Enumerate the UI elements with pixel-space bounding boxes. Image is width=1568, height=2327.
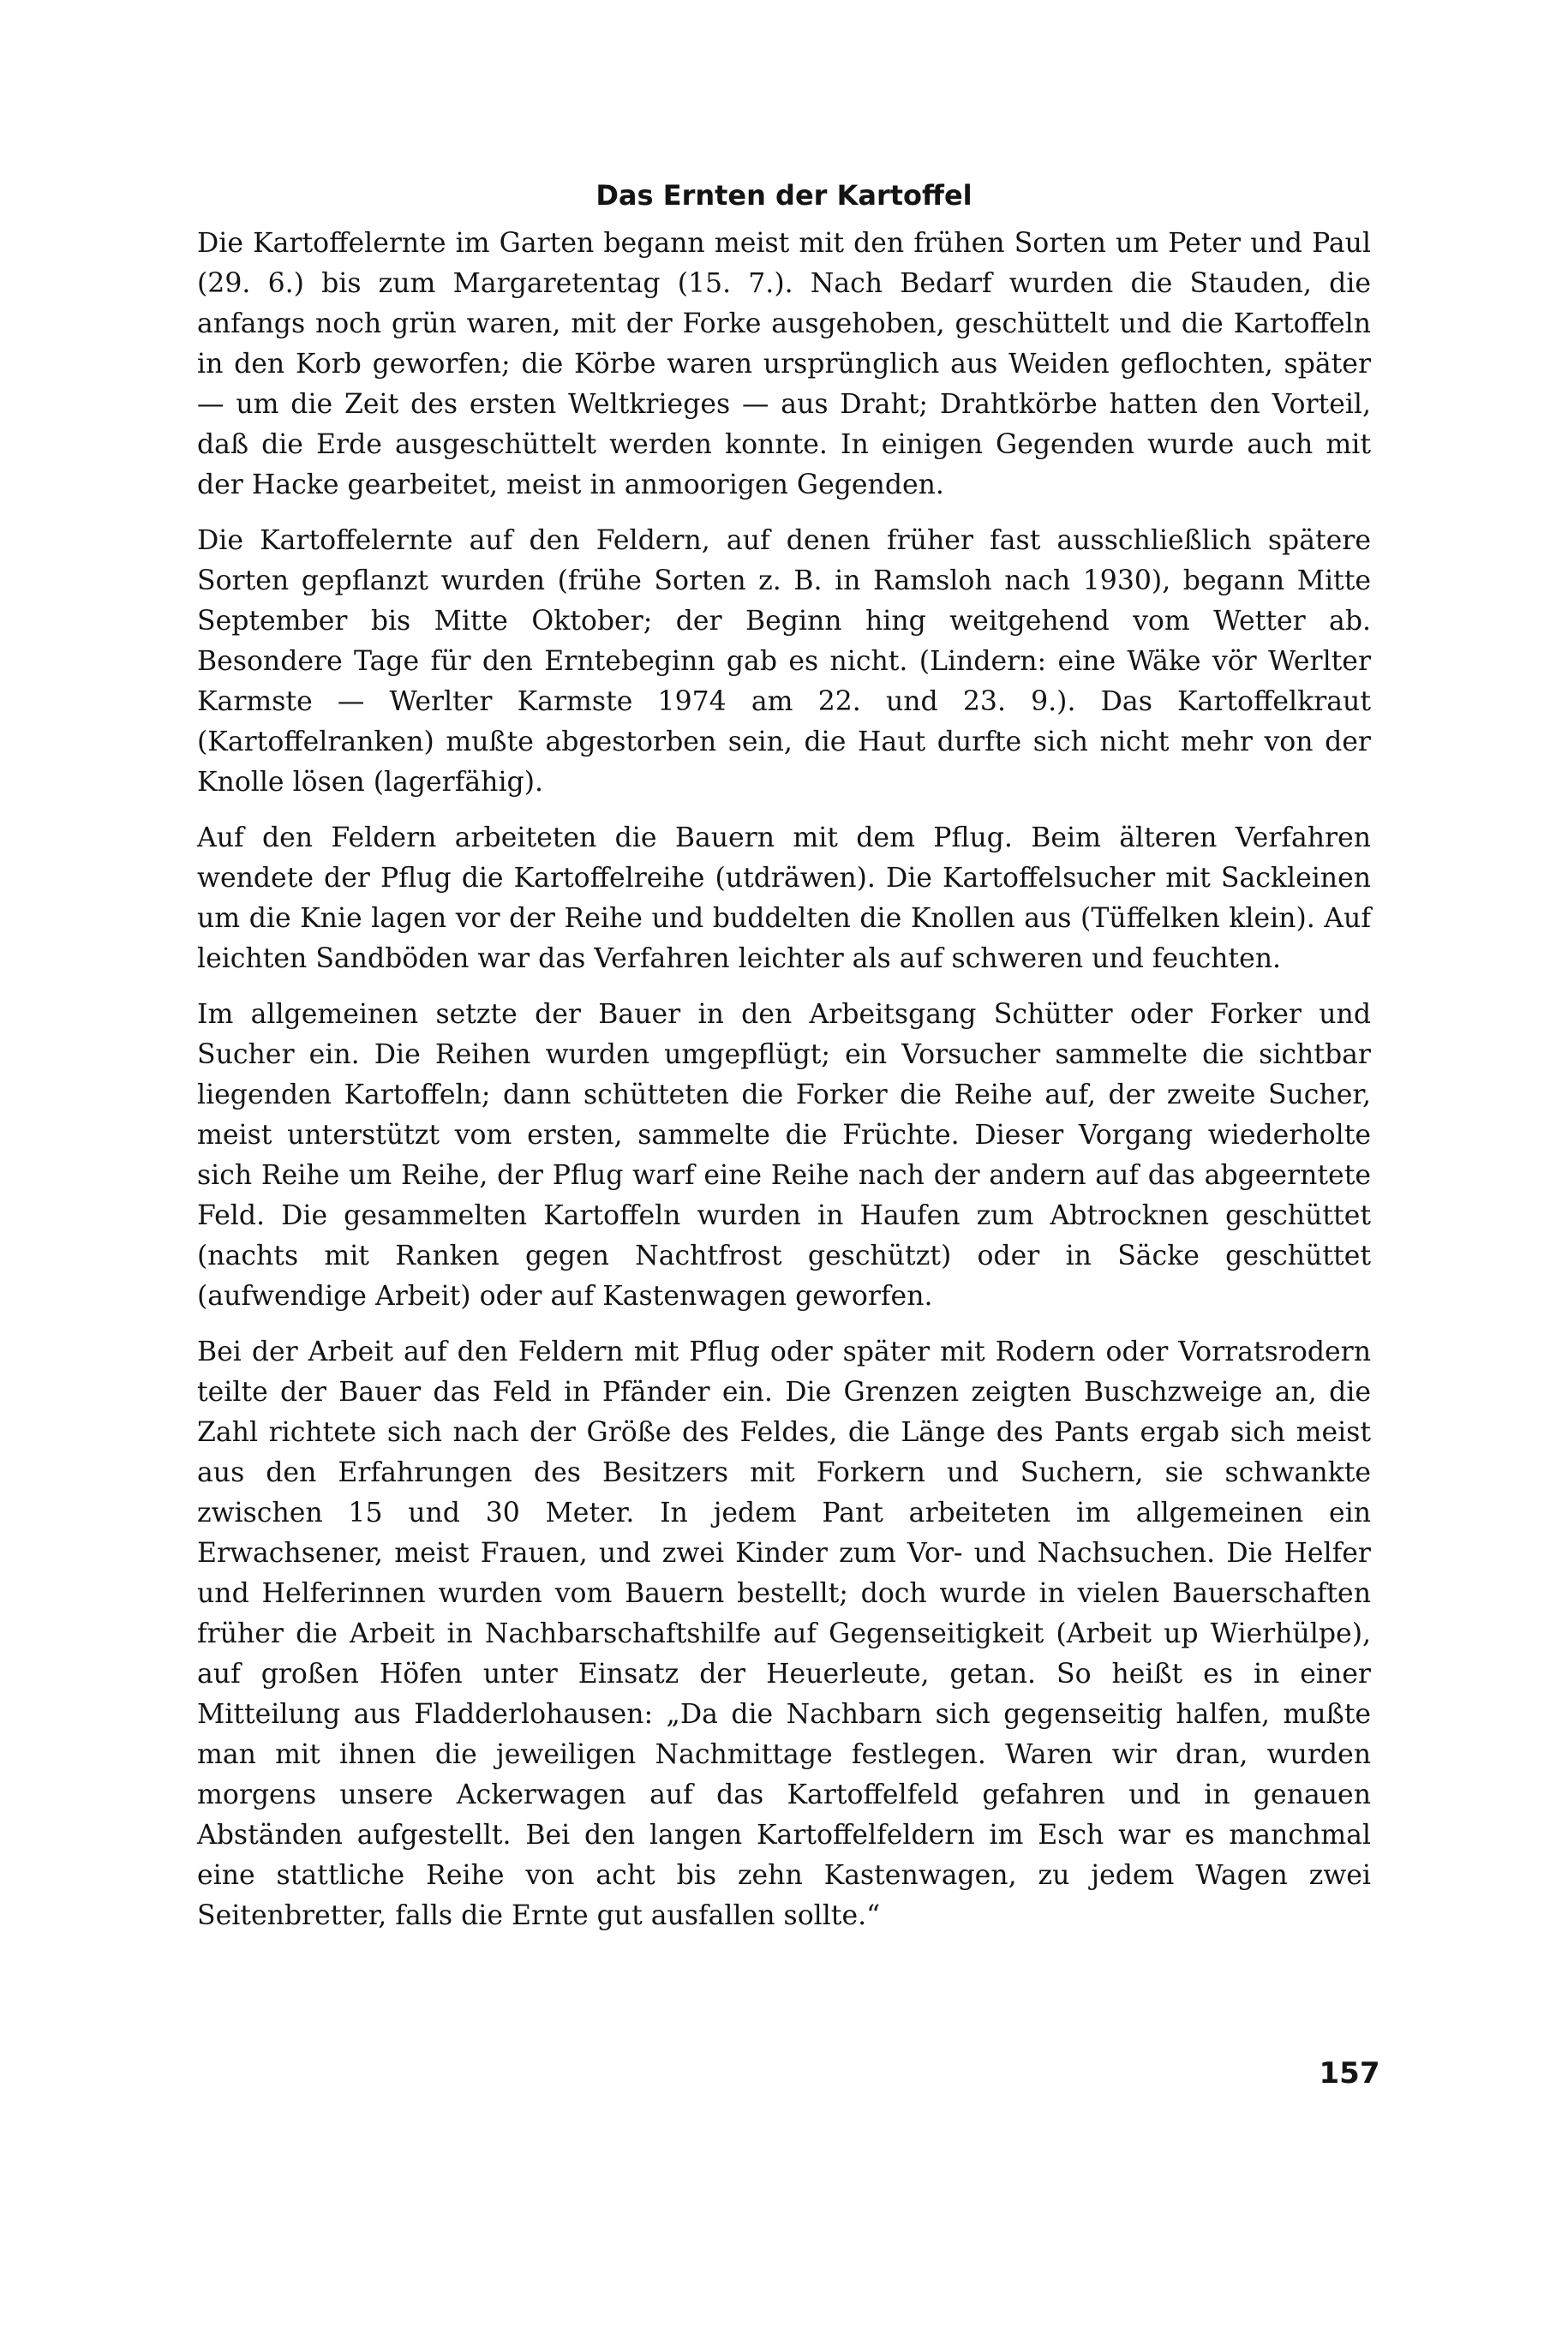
paragraph-field-harvest: Die Kartoffelernte auf den Feldern, auf denen früher fast ausschließlich spätere Sorten gepflanzt wurden (frühe Sorten z. B. in Ramsloh nach 1930), begann Mitte September bis Mitte Oktober; der Beginn hing weitgehend vom Wetter ab. Besondere Tage für den Erntebeginn gab es nicht. (Lindern: eine Wäke vör Werlter Karmste — Werlter Karmste 1974 am 22. und 23. 9.). Das Kartoffelkraut (Kartoffelranken) mußte abgestorben sein, die Haut durfte sich nicht mehr von der Knolle lösen (lagerfähig). <box>197 525 1371 798</box>
text-column <box>197 176 1371 1952</box>
paragraph-garden-harvest: Die Kartoffelernte im Garten begann meist mit den frühen Sorten um Peter und Paul (29. 6.) bis zum Margaretentag (15. 7.). Nach Bedarf wurden die Stauden, die anfangs noch grün waren, mit der Forke ausgehoben, geschüttelt und die Kartoffeln in den Korb geworfen; die Körbe waren ursprünglich aus Weiden geflochten, später — um die Zeit des ersten Weltkrieges — aus Draht; Drahtkörbe hatten den Vorteil, daß die Erde ausgeschüttelt werden konnte. In einigen Gegenden wurde auch mit der Hacke gearbeitet, meist in anmoorigen Gegenden. <box>197 228 1371 500</box>
section-heading: Das Ernten der Kartoffel <box>595 179 973 212</box>
page-number: 157 <box>1319 2056 1380 2091</box>
paragraph-field-division: Bei der Arbeit auf den Feldern mit Pflug oder später mit Rodern oder Vorratsrodern teilte der Bauer das Feld in Pfänder ein. Die Grenzen zeigten Buschzweige an, die Zahl richtete sich nach der Größe des Feldes, die Länge des Pants ergab sich meist aus den Erfahrungen des Besitzers mit Forkern und Suchern, sie schwankte zwischen 15 und 30 Meter. In jedem Pant arbeiteten im allgemeinen ein Erwachsener, meist Frauen, und zwei Kinder zum Vor- und Nachsuchen. Die Helfer und Helferinnen wurden vom Bauern bestellt; doch wurde in vielen Bauerschaften früher die Arbeit in Nachbarschaftshilfe auf Gegenseitigkeit (Arbeit up Wierhülpe), auf großen Höfen unter Einsatz der Heuerleute, getan. So heißt es in einer Mitteilung aus Fladderlohausen: „Da die Nachbarn sich gegenseitig halfen, mußte man mit ihnen die jeweiligen Nachmittage festlegen. Waren wir dran, wurden morgens unsere Ackerwagen auf das Kartoffelfeld gefahren und in genauen Abständen aufgestellt. Bei den langen Kartoffelfeldern im Esch war es manchmal eine stattliche Reihe von acht bis zehn Kastenwagen, zu jedem Wagen zwei Seitenbretter, falls die Ernte gut ausfallen sollte.“ <box>197 1337 1371 1931</box>
paragraph-plough: Auf den Feldern arbeiteten die Bauern mit dem Pflug. Beim älteren Verfahren wendete der Pflug die Kartoffelreihe (utdräwen). Die Kartoffelsucher mit Sackleinen um die Knie lagen vor der Reihe und buddelten die Knollen aus (Tüffelken klein). Auf leichten Sandböden war das Verfahren leichter als auf schweren und feuchten. <box>197 823 1371 974</box>
paragraph-work-process: Im allgemeinen setzte der Bauer in den Arbeitsgang Schütter oder Forker und Sucher ein. Die Reihen wurden umgepflügt; ein Vorsucher sammelte die sichtbar liegenden Kartoffeln; dann schütteten die Forker die Reihe auf, der zweite Sucher, meist unterstützt vom ersten, sammelte die Früchte. Dieser Vorgang wiederholte sich Reihe um Reihe, der Pflug warf eine Reihe nach der andern auf das abgeerntete Feld. Die gesammelten Kartoffeln wurden in Haufen zum Abtrocknen geschüttet (nachts mit Ranken gegen Nachtfrost geschützt) oder in Säcke geschüttet (aufwendige Arbeit) oder auf Kastenwagen geworfen. <box>197 999 1371 1312</box>
